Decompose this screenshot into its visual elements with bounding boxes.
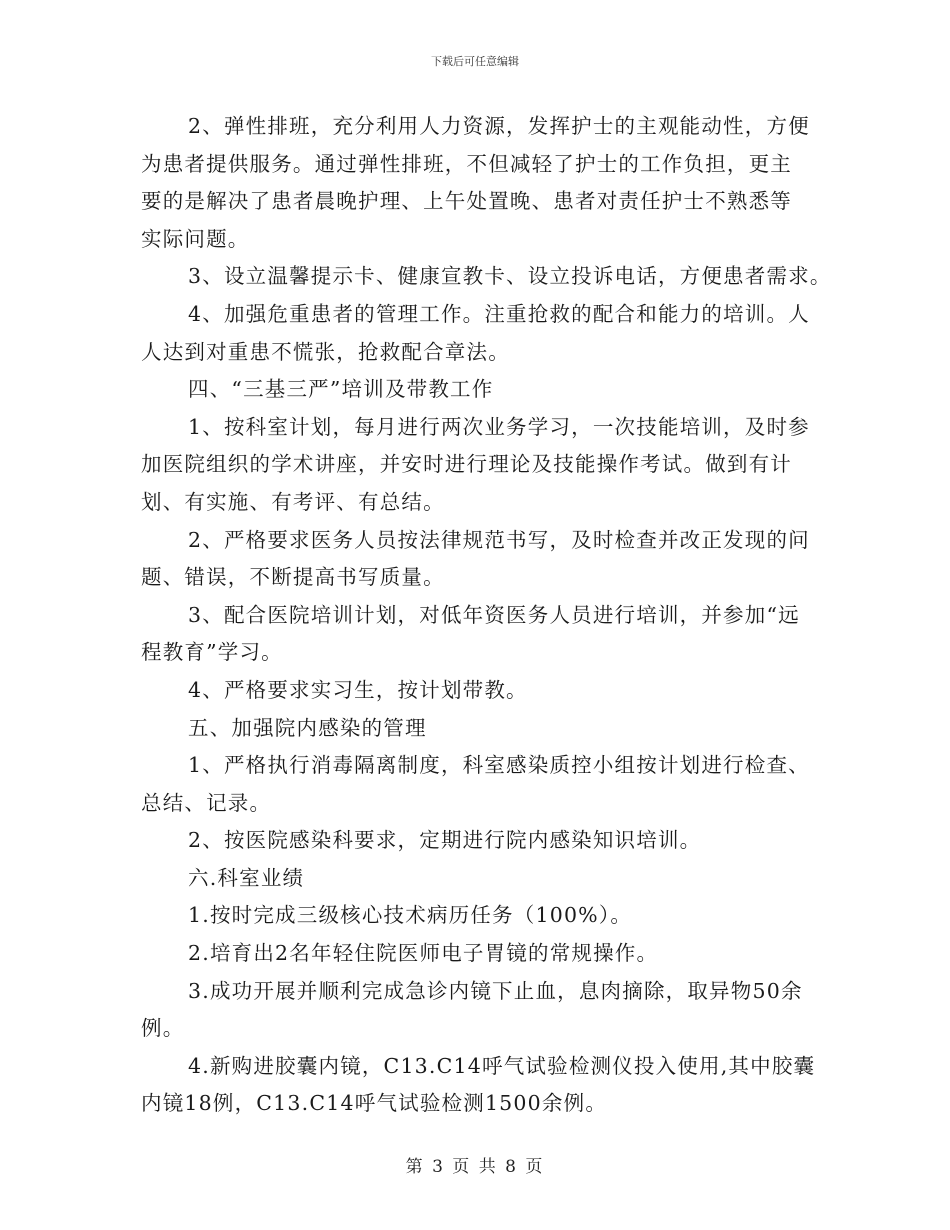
paragraph-line: 实际问题。 bbox=[141, 226, 250, 251]
paragraph-line: 1、按科室计划，每月进行两次业务学习，一次技能培训，及时参 bbox=[188, 414, 810, 439]
paragraph-line: 2.培育出2名年轻住院医师电子胃镜的常规操作。 bbox=[188, 941, 659, 966]
paragraph-line: 3、设立温馨提示卡、健康宣教卡、设立投诉电话，方便患者需求。 bbox=[188, 264, 832, 289]
paragraph-line: 2、弹性排班，充分利用人力资源，发挥护士的主观能动性，方便 bbox=[188, 114, 810, 138]
paragraph-line: 加医院组织的学术讲座，并安时进行理论及技能操作考试。做到有计 bbox=[141, 452, 792, 477]
paragraph-line: 3、配合医院培训计划，对低年资医务人员进行培训，并参加“远 bbox=[188, 602, 800, 627]
document-body bbox=[141, 108, 832, 1123]
paragraph-line: 4、严格要求实习生，按计划带教。 bbox=[188, 677, 528, 702]
paragraph-line: 内镜18例，C13.C14呼气试验检测1500余例。 bbox=[141, 1091, 608, 1116]
header-note: 下载后可任意编辑 bbox=[431, 55, 519, 68]
paragraph-line: 4、加强危重患者的管理工作。注重抢救的配合和能力的培训。人 bbox=[188, 301, 810, 326]
paragraph-line: 划、有实施、有考评、有总结。 bbox=[141, 489, 445, 514]
paragraph-line: 1、严格执行消毒隔离制度，科室感染质控小组按计划进行检查、 bbox=[188, 753, 810, 778]
paragraph-line: 题、错误，不断提高书写质量。 bbox=[141, 565, 445, 590]
page-number: 第 3 页 共 8 页 bbox=[405, 1157, 545, 1177]
paragraph-line: 例。 bbox=[141, 1016, 185, 1041]
paragraph-line: 2、严格要求医务人员按法律规范书写，及时检查并改正发现的问 bbox=[188, 527, 810, 552]
paragraph-line: 4.新购进胶囊内镜，C13.C14呼气试验检测仪投入使用,其中胶囊 bbox=[188, 1053, 816, 1078]
paragraph-line: 为患者提供服务。通过弹性排班，不但减轻了护士的工作负担，更主 bbox=[141, 151, 792, 176]
section-heading: 五、加强院内感染的管理 bbox=[188, 715, 427, 740]
paragraph-line: 程教育”学习。 bbox=[141, 640, 283, 665]
paragraph-line: 人达到对重患不慌张，抢救配合章法。 bbox=[141, 339, 510, 364]
paragraph-line: 要的是解决了患者晨晚护理、上午处置晚、患者对责任护士不熟悉等 bbox=[141, 189, 792, 214]
paragraph-line: 3.成功开展并顺利完成急诊内镜下止血，息肉摘除，取异物50余 bbox=[188, 978, 803, 1003]
section-heading: 六.科室业绩 bbox=[188, 865, 305, 890]
section-heading: 四、“三基三严”培训及带教工作 bbox=[188, 377, 494, 402]
paragraph-line: 2、按医院感染科要求，定期进行院内感染知识培训。 bbox=[188, 828, 702, 853]
paragraph-line: 1.按时完成三级核心技术病历任务（100%）。 bbox=[188, 903, 633, 928]
paragraph-line: 总结、记录。 bbox=[141, 790, 272, 815]
